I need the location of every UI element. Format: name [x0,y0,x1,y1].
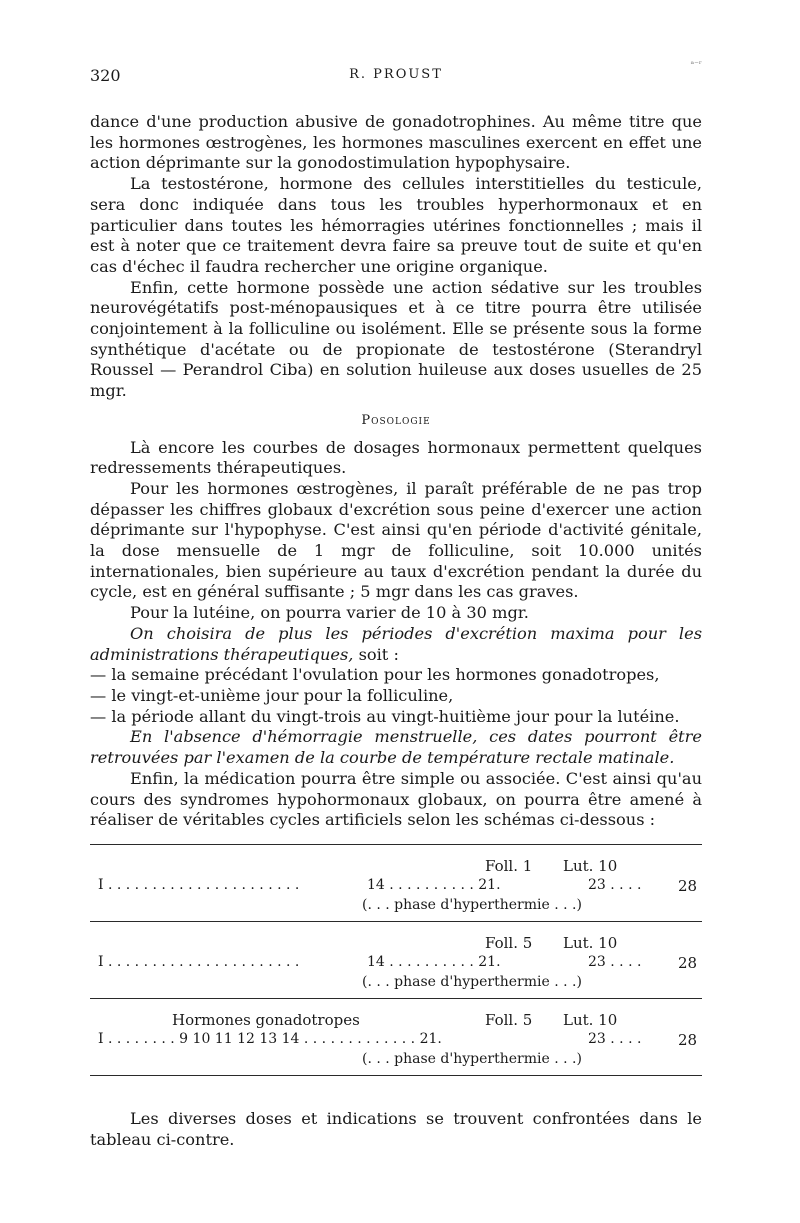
cycle-schemas [90,844,702,1076]
posologie-p5: En l'absence d'hémorragie menstruelle, ces dates pourront être retrouvées par l'examen de la courbe de température rectale matinale. [90,727,702,768]
schema-1-mid: 14 . . . . . . . . . . 21. [367,877,501,893]
schema-1 [90,845,702,915]
running-title: R. PROUST [349,67,443,82]
schema-3-label: Hormones gonadotropes [172,1011,360,1029]
main-text [90,112,702,831]
schema-1-end: 23 . . . . [588,877,642,893]
posologie-p4-rest: soit : [353,644,399,664]
paragraph-enfin: Enfin, cette hormone possède une action sédative sur les troubles neurovégétatifs post-ménopausiques et à ce titre pourra être utilisée conjointement à la folliculine ou isolément. Elle se présente sous la forme synthétique d'acétate ou de propionate de testostérone (Sterandryl Roussel — Perandrol Ciba) en solution huileuse aux doses usuelles de 25 mgr. [90,277,702,401]
schema-3-end: 23 . . . . [588,1031,642,1047]
schema-2-last: 28 [678,954,698,972]
posologie-p3: Pour la lutéine, on pourra varier de 10 à 30 mgr. [130,603,529,623]
paragraph-testosterone: La testostérone, hormone des cellules interstitielles du testicule, sera donc indiquée dans tous les troubles hyperhormonaux et en particulier dans toutes les hémorragies utérines fonctionnelles ; mais il est à noter que ce traitement devra faire sa preuve tout de suite et qu'en cas d'échec il faudra rechercher une origine organique. [90,174,702,276]
schema-1-last: 28 [678,877,698,895]
schema-2-end: 23 . . . . [588,954,642,970]
dash-item-gonadotropes: — la semaine précédant l'ovulation pour les hormones gonadotropes, [90,665,660,685]
section-title: Posologie [361,412,431,428]
posologie-p4 [90,624,702,665]
schema-2-mid: 14 . . . . . . . . . . 21. [367,954,501,970]
schema-3-last: 28 [678,1031,698,1049]
dash-item-folliculine: — le vingt-et-unième jour pour la folliculine, [90,685,454,705]
posologie-p2: Pour les hormones œstrogènes, il paraît préférable de ne pas trop dépasser les chiffres globaux d'excrétion sous peine d'exercer une action déprimante sur l'hypophyse. C'est ainsi qu'en période d'activité génitale, la dose mensuelle de 1 mgr de folliculine, soit 10.000 unités internationales, bien supérieure au taux d'excrétion pendant la durée du cycle, est en général suffisante ; 5 mgr dans les cas graves. [90,478,702,602]
schema-1-foll: Foll. 1 [485,857,533,875]
closing-text: Les diverses doses et indications se trouvent confrontées dans le tableau ci-contre. [90,1109,702,1149]
page-number: 320 [90,66,121,85]
schema-3 [90,999,702,1069]
corner-mark: ᵃ⁻ʳ [690,60,702,70]
schema-2-foll: Foll. 5 [485,934,533,952]
dash-item-luteine: — la période allant du vingt-trois au vingt-huitième jour pour la lutéine. [90,706,680,726]
paragraph-continuation: dance d'une production abusive de gonadotrophines. Au même titre que les hormones œstrogènes, les hormones masculines exercent en effet une action déprimante sur la gonodostimulation hypophysaire. [90,112,702,173]
schema-3-lut: Lut. 10 [563,1011,618,1029]
schema-3-phase: (. . . phase d'hyperthermie . . .) [362,1051,582,1067]
schema-rule [90,1075,702,1076]
schema-3-days: I . . . . . . . . 9 10 11 12 13 14 . . . . . . . . . . . . . 21. [98,1031,442,1047]
schema-3-foll: Foll. 5 [485,1011,533,1029]
posologie-p4-italic: On choisira de plus les périodes d'excrétion maxima pour les administrations thérapeutiques, [90,623,702,664]
page-header [90,60,702,86]
schema-2-phase: (. . . phase d'hyperthermie . . .) [362,974,582,990]
posologie-p6: Enfin, la médication pourra être simple ou associée. C'est ainsi qu'au cours des syndromes hypohormonaux globaux, on pourra être amené à réaliser de véritables cycles artificiels selon les schémas ci-dessous : [90,768,702,830]
schema-2-lut: Lut. 10 [563,934,618,952]
schema-1-lut: Lut. 10 [563,857,618,875]
schema-2-days: I . . . . . . . . . . . . . . . . . . . . . . [98,954,300,970]
schema-1-days: I . . . . . . . . . . . . . . . . . . . . . . [98,877,300,893]
posologie-p1: Là encore les courbes de dosages hormonaux permettent quelques redressements thérapeutiques. [90,437,702,478]
closing-paragraph [90,1108,702,1150]
schema-2 [90,922,702,992]
schema-1-phase: (. . . phase d'hyperthermie . . .) [362,897,582,913]
